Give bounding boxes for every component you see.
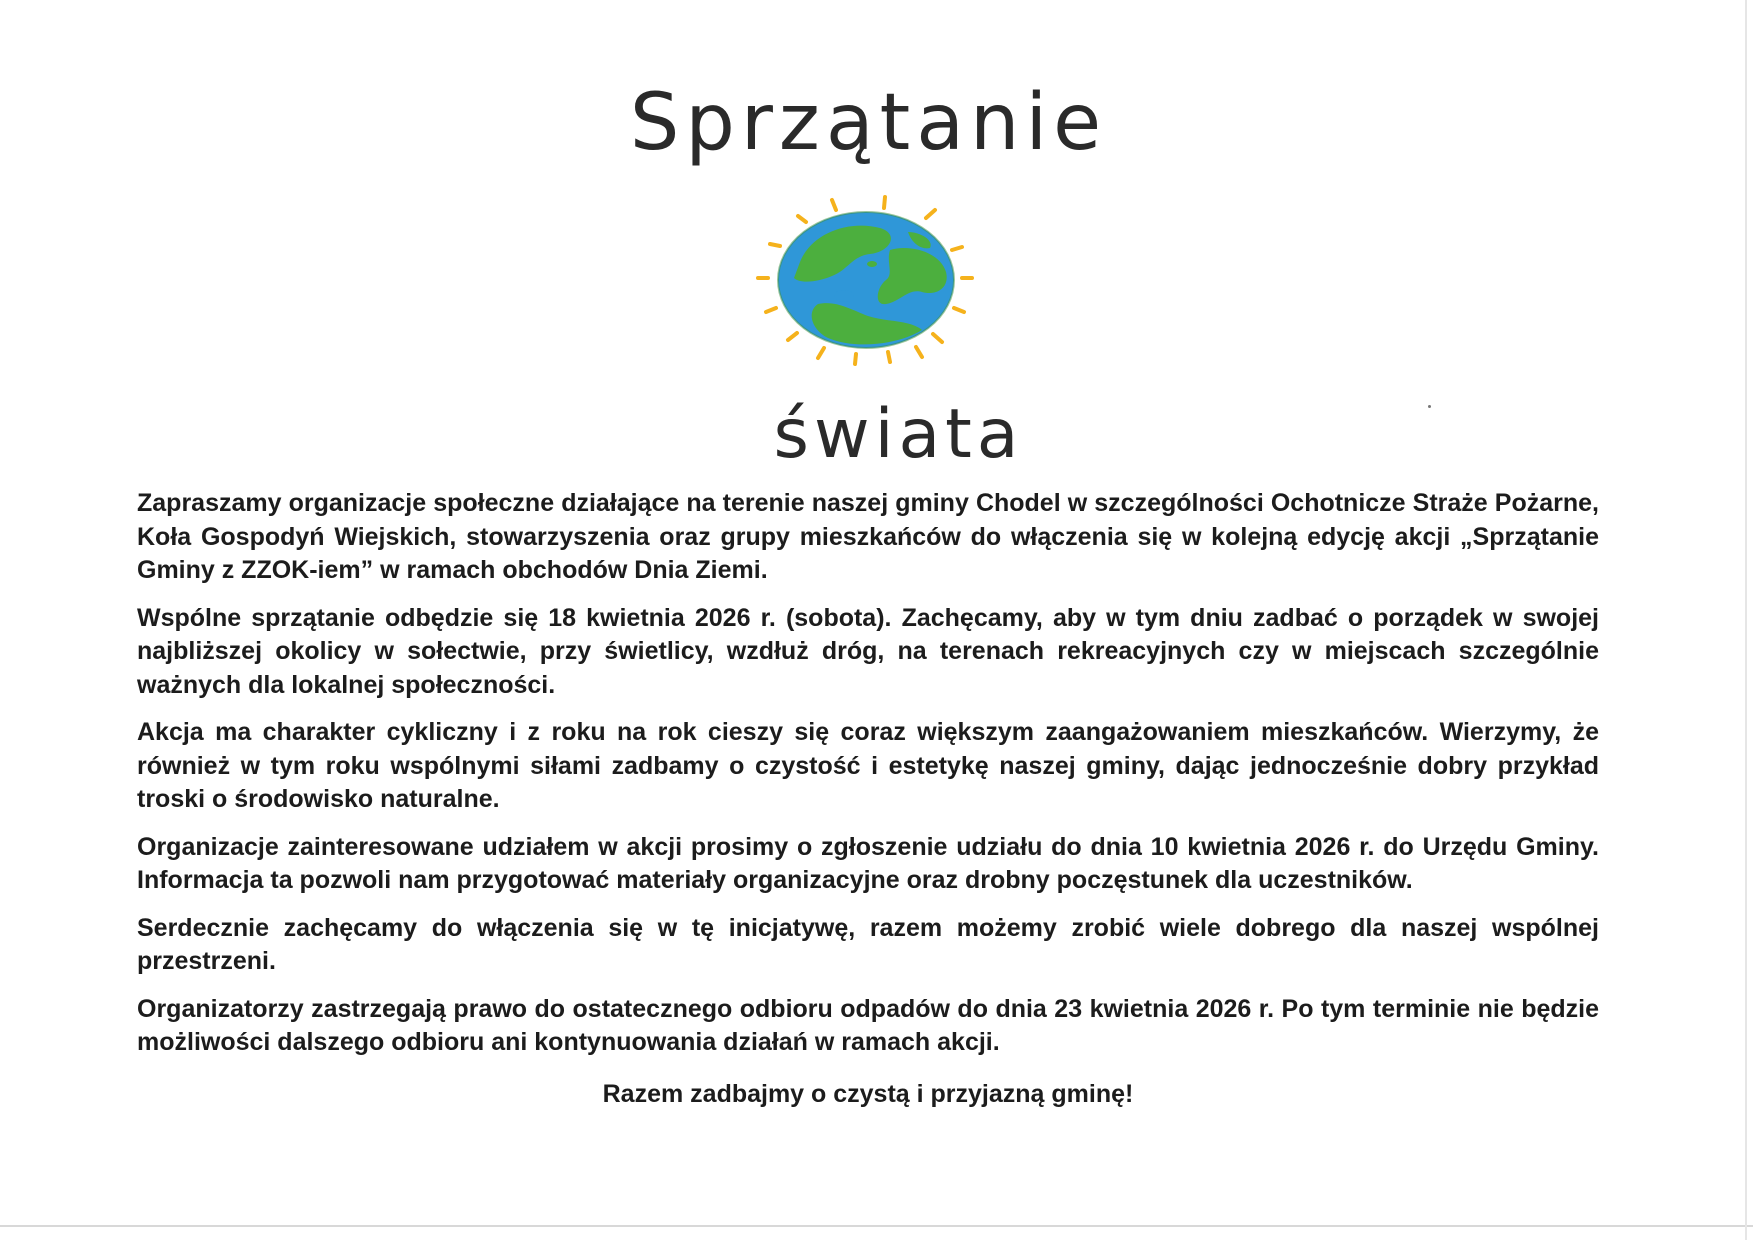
- earth-with-sun-rays-icon: [740, 192, 1000, 372]
- scan-right-edge: [1745, 0, 1747, 1240]
- title-swiata: świata: [773, 395, 1024, 474]
- paragraph-registration: Organizacje zainteresowane udziałem w akcji prosimy o zgłoszenie udziału do dnia 10 kwietnia 2026 r. do Urzędu Gminy. Informacja ta pozwoli nam przygotować materiały organizacyjne oraz drobny poczęstunek dla uczestników.: [137, 832, 1599, 894]
- paragraph-date: Wspólne sprzątanie odbędzie się 18 kwietnia 2026 r. (sobota). Zachęcamy, aby w tym dniu zadbać o porządek w swojej najbliższej okolicy w sołectwie, przy świetlicy, wzdłuż dróg, na terenach rekreacyjnych czy w miejscach szczególnie ważnych dla lokalnej społeczności.: [137, 603, 1599, 699]
- scan-bottom-edge: [0, 1225, 1753, 1227]
- announcement-body: [137, 487, 1599, 1125]
- paragraph-waste-pickup: Organizatorzy zastrzegają prawo do ostatecznego odbioru odpadów do dnia 23 kwietnia 2026 r. Po tym terminie nie będzie możliwości dalszego odbioru ani kontynuowania działań w ramach akcji.: [137, 994, 1599, 1056]
- paragraph-invitation: Zapraszamy organizacje społeczne działające na terenie naszej gminy Chodel w szczególności Ochotnicze Straże Pożarne, Koła Gospodyń Wiejskich, stowarzyszenia oraz grupy mieszkańców do włączenia się w kolejną edycję akcji „Sprzątanie Gminy z ZZOK-iem” w ramach obchodów Dnia Ziemi.: [137, 489, 1599, 584]
- closing-slogan: Razem zadbajmy o czystą i przyjazną gminę!: [602, 1079, 1134, 1108]
- paragraph-encouragement: Serdecznie zachęcamy do włączenia się w tę inicjatywę, razem możemy zrobić wiele dobrego dla naszej wspólnej przestrzeni.: [137, 913, 1599, 975]
- title-sprzatanie: Sprzątanie: [629, 78, 1108, 168]
- scan-speck: [1428, 405, 1431, 408]
- paragraph-cyclic: Akcja ma charakter cykliczny i z roku na rok cieszy się coraz większym zaangażowaniem mieszkańców. Wierzymy, że również w tym roku wspólnymi siłami zadbamy o czystość i estetykę naszej gminy, dając jednocześnie dobry przykład troski o środowisko naturalne.: [137, 718, 1599, 813]
